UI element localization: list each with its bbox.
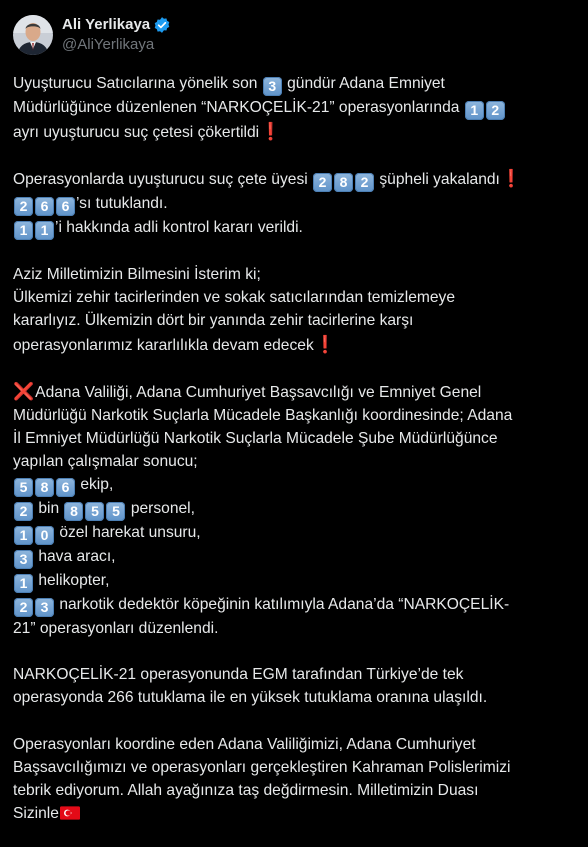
keycap-digit: 2: [14, 197, 33, 216]
text-segment: Operasyonlarda uyuşturucu suç çete üyesi: [13, 171, 313, 189]
keycap-digit: 1: [14, 526, 33, 545]
author-names: [62, 15, 171, 55]
tweet-header: [13, 15, 171, 55]
text-line: tebrik ediyorum. Allah ayağınıza taş değdirmesin. Milletimizin Duası: [13, 781, 479, 799]
text-segment: özel harekat unsuru,: [55, 524, 201, 542]
text-segment: Adana Valiliği, Adana Cumhuriyet Başsavcılığı ve Emniyet Genel: [35, 383, 482, 401]
text-segment: şüpheli yakalandı: [375, 171, 500, 189]
text-line: [13, 120, 578, 144]
text-segment: Müdürlüğünce düzenlenen “NARKOÇELİK-21” operasyonlarında: [13, 99, 464, 116]
paragraph-gap: [13, 240, 578, 263]
paragraph-4: [13, 380, 578, 640]
text-line: [13, 380, 578, 404]
keycap-digit: 6: [56, 478, 75, 497]
exclamation-icon: ❗: [500, 169, 523, 189]
turkey-flag-icon: [60, 806, 80, 820]
text-line: NARKOÇELİK-21 operasyonunda EGM tarafından Türkiye’de tek: [13, 666, 464, 684]
text-segment: Uyuşturucu Satıcılarına yönelik son: [13, 75, 262, 92]
keycap-digit: 8: [35, 478, 54, 497]
text-line: [13, 72, 578, 96]
text-segment: ’sı tutuklandı.: [76, 195, 168, 213]
text-line: [13, 802, 578, 825]
text-segment: ekip,: [76, 476, 114, 494]
keycap-digit: 8: [334, 173, 353, 192]
text-line: [13, 192, 578, 216]
paragraph-gap: [13, 640, 578, 663]
text-segment: hava aracı,: [34, 548, 116, 566]
keycap-digit: 1: [465, 101, 484, 120]
text-line: Operasyonları koordine eden Adana Valiliğimizi, Adana Cumhuriyet: [13, 735, 476, 753]
text-line: kararlıyız. Ülkemizin dört bir yanında zehir tacirlerine karşı: [13, 312, 414, 330]
keycap-digit: 3: [263, 77, 282, 96]
paragraph-1: [13, 72, 578, 144]
keycap-digit: 2: [486, 101, 505, 120]
keycap-digit: 3: [14, 550, 33, 569]
keycap-digit: 2: [14, 598, 33, 617]
author-handle[interactable]: @AliYerlikaya: [62, 36, 155, 53]
keycap-digit: 8: [64, 502, 83, 521]
text-segment: personel,: [126, 500, 195, 518]
keycap-digit: 0: [35, 526, 54, 545]
keycap-digit: 2: [313, 173, 332, 192]
list-item: [13, 569, 578, 593]
exclamation-icon: ❗: [314, 334, 336, 354]
keycap-digit: 1: [14, 574, 33, 593]
paragraph-gap: [13, 357, 578, 380]
list-item: [13, 497, 578, 521]
text-line: [13, 216, 578, 240]
paragraph-5: [13, 663, 578, 709]
tweet-text: [13, 72, 578, 825]
text-segment: helikopter,: [34, 572, 110, 590]
text-line: [13, 167, 578, 192]
text-line: 21” operasyonları düzenlendi.: [13, 620, 219, 638]
keycap-digit: 6: [56, 197, 75, 216]
keycap-digit: 3: [35, 598, 54, 617]
text-line: [13, 333, 578, 357]
text-line: Başsavcılığımızı ve operasyonları gerçekleştiren Kahraman Polislerimizi: [13, 758, 511, 776]
text-segment: narkotik dedektör köpeğinin katılımıyla Adana’da “NARKOÇELİK-: [55, 596, 510, 614]
keycap-digit: 5: [14, 478, 33, 497]
cross-mark-icon: ❌: [13, 381, 35, 401]
keycap-digit: 1: [14, 221, 33, 240]
text-line: operasyonda 266 tutuklama ile en yüksek tutuklama oranına ulaşıldı.: [13, 689, 488, 707]
name-row: [62, 15, 171, 35]
paragraph-3: [13, 263, 578, 356]
author-display-name[interactable]: Ali Yerlikaya: [62, 16, 151, 33]
text-line: Ülkemizi zehir tacirlerinden ve sokak satıcılarından temizlemeye: [13, 289, 455, 307]
keycap-digit: 1: [35, 221, 54, 240]
list-item: [13, 545, 578, 569]
text-segment: bin: [34, 500, 64, 518]
paragraph-gap: [13, 144, 578, 167]
exclamation-icon: ❗: [260, 122, 282, 141]
text-line: yapılan çalışmalar sonucu;: [13, 453, 198, 471]
paragraph-gap: [13, 710, 578, 733]
paragraph-2: [13, 167, 578, 240]
text-line: [13, 96, 578, 120]
avatar[interactable]: [13, 15, 53, 55]
text-segment: gündür Adana Emniyet: [282, 75, 445, 92]
text-segment: ayrı uyuşturucu suç çetesi çökertildi: [13, 124, 260, 141]
keycap-digit: 6: [35, 197, 54, 216]
keycap-digit: 5: [106, 502, 125, 521]
text-line: İl Emniyet Müdürlüğü Narkotik Suçlarla Mücadele Şube Müdürlüğünce: [13, 429, 498, 447]
text-line: Aziz Milletimizin Bilmesini İsterim ki;: [13, 266, 261, 284]
list-item: [13, 521, 578, 545]
text-segment: Sizinle: [13, 804, 59, 822]
text-segment: ’i hakkında adli kontrol kararı verildi.: [55, 219, 303, 237]
paragraph-6: [13, 733, 578, 825]
verified-badge-icon[interactable]: [153, 16, 171, 34]
text-line: Müdürlüğü Narkotik Suçlarla Mücadele Başkanlığı koordinesinde; Adana: [13, 406, 513, 424]
list-item: [13, 593, 578, 617]
keycap-digit: 5: [85, 502, 104, 521]
text-segment: operasyonlarımız kararlılıkla devam edecek: [13, 336, 314, 354]
list-item: [13, 473, 578, 497]
keycap-digit: 2: [14, 502, 33, 521]
keycap-digit: 2: [355, 173, 374, 192]
